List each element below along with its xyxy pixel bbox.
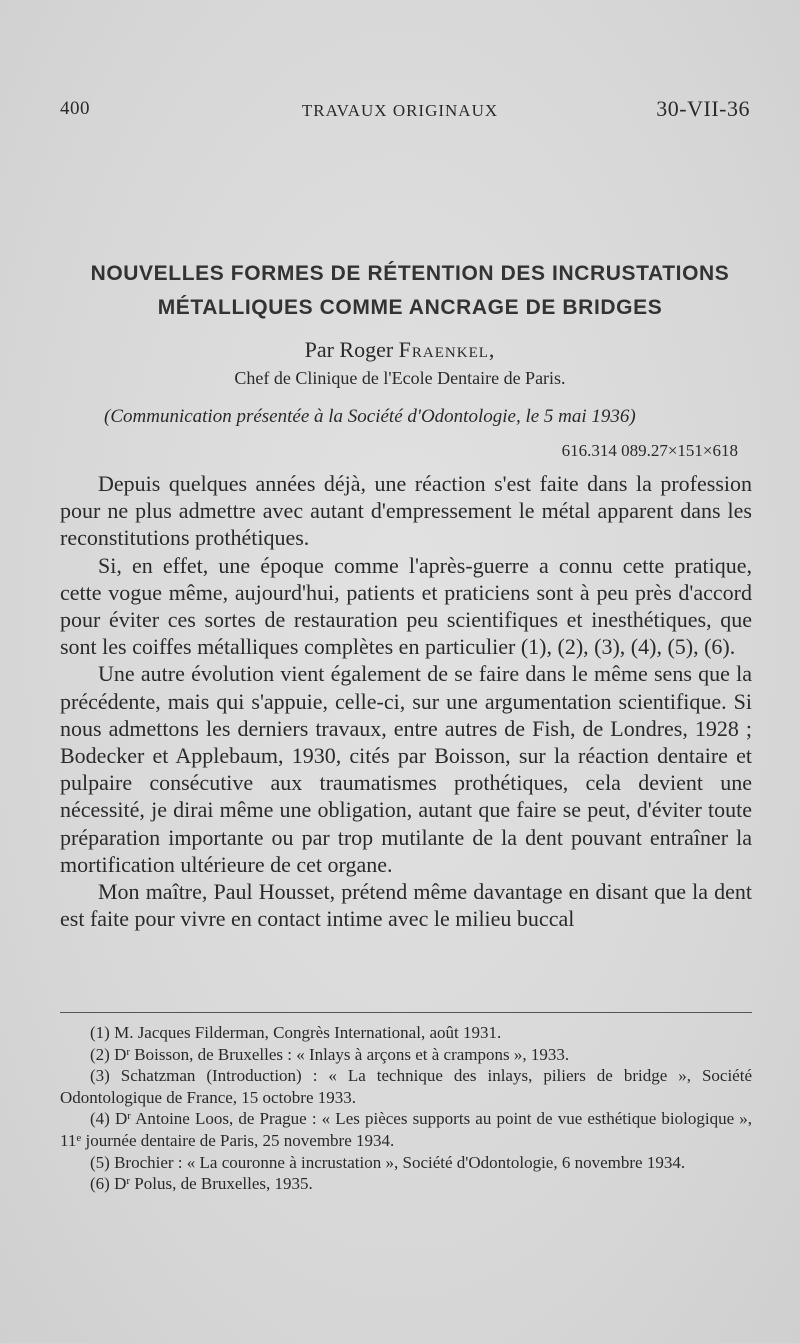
footnote-4 [60, 1108, 752, 1151]
superscript: r [127, 1110, 131, 1123]
superscript: r [126, 1175, 131, 1188]
footnote-text: Antoine Loos, de Prague : « Les pièces supports au point de vue esthétique biologique », 11 [60, 1109, 752, 1150]
footnote-3: (3) Schatzman (Introduction) : « La technique des inlays, piliers de bridge », Société Odontologique de France, 15 octobre 1933. [60, 1066, 752, 1107]
footnote-1: (1) M. Jacques Filderman, Congrès International, août 1931. [90, 1023, 502, 1042]
body-paragraph: Mon maître, Paul Housset, prétend même davantage en disant que la dent est faite pour vivre en contact intime avec le milieu buccal [60, 879, 752, 932]
communication-note: (Communication présentée à la Société d'Odontologie, le 5 mai 1936) [104, 406, 636, 427]
footnote-text: journée dentaire de Paris, 25 novembre 1934. [81, 1130, 395, 1150]
body-paragraph: Si, en effet, une époque comme l'après-guerre a connu cette pratique, cette vogue même, aujourd'hui, patients et praticiens sont à peu près d'accord pour éviter ces sortes de restauration peu scientifiques et inesthétiques, que sont les coiffes métalliques complètes en particulier (1), (2), (3), (4), (5), (6). [60, 552, 752, 660]
footnote-6 [60, 1173, 752, 1195]
page-number: 400 [60, 98, 90, 119]
byline [0, 337, 800, 363]
byline-prefix: Par Roger [304, 337, 399, 362]
footnotes [60, 1022, 752, 1195]
footnote-text: (6) D [90, 1174, 127, 1194]
issue-date: 30-VII-36 [656, 96, 750, 121]
classification-code: 616.314 089.27×151×618 [561, 441, 738, 460]
author-affiliation: Chef de Clinique de l'Ecole Dentaire de Paris. [234, 368, 566, 388]
body-paragraph: Une autre évolution vient également de se faire dans le même sens que la précédente, mais qui s'appuie, celle-ci, sur une argumentation scientifique. Si nous admettons les derniers travaux, entre autres de Fish, de Londres, 1928 ; Bodecker et Applebaum, 1930, cités par Boisson, sur la réaction dentaire et pulpaire consécutive aux traumatismes prothétiques, cela devient une nécessité, je dirai même une obligation, autant que faire se peut, d'éviter toute préparation importante ou par trop mutilante de la dent pouvant entraîner la mortification ultérieure de cet organe. [60, 661, 752, 877]
body-paragraph: Depuis quelques années déjà, une réaction s'est faite dans la profession pour ne plus admettre avec autant d'empressement le métal apparent dans les reconstitutions prothétiques. [60, 471, 752, 551]
footnote-2 [60, 1044, 752, 1066]
author-surname: Fraenkel, [398, 337, 496, 362]
running-title: TRAVAUX ORIGINAUX [301, 101, 499, 120]
article-body [60, 470, 752, 932]
superscript: r [126, 1045, 131, 1058]
footnote-divider [60, 1012, 752, 1013]
footnote-text: Boisson, de Bruxelles : « Inlays à arçons et à crampons », 1933. [130, 1044, 570, 1064]
superscript: e [76, 1131, 82, 1144]
article-title-line-2: MÉTALLIQUES COMME ANCRAGE DE BRIDGES [157, 296, 663, 319]
footnote-text: (4) D [90, 1109, 128, 1129]
footnote-text: Polus, de Bruxelles, 1935. [130, 1174, 313, 1194]
footnote-5: (5) Brochier : « La couronne à incrustation », Société d'Odontologie, 6 novembre 1934. [90, 1152, 686, 1172]
footnote-text: (2) D [90, 1044, 127, 1064]
article-title-line-1: NOUVELLES FORMES DE RÉTENTION DES INCRUSTATIONS [90, 262, 730, 285]
